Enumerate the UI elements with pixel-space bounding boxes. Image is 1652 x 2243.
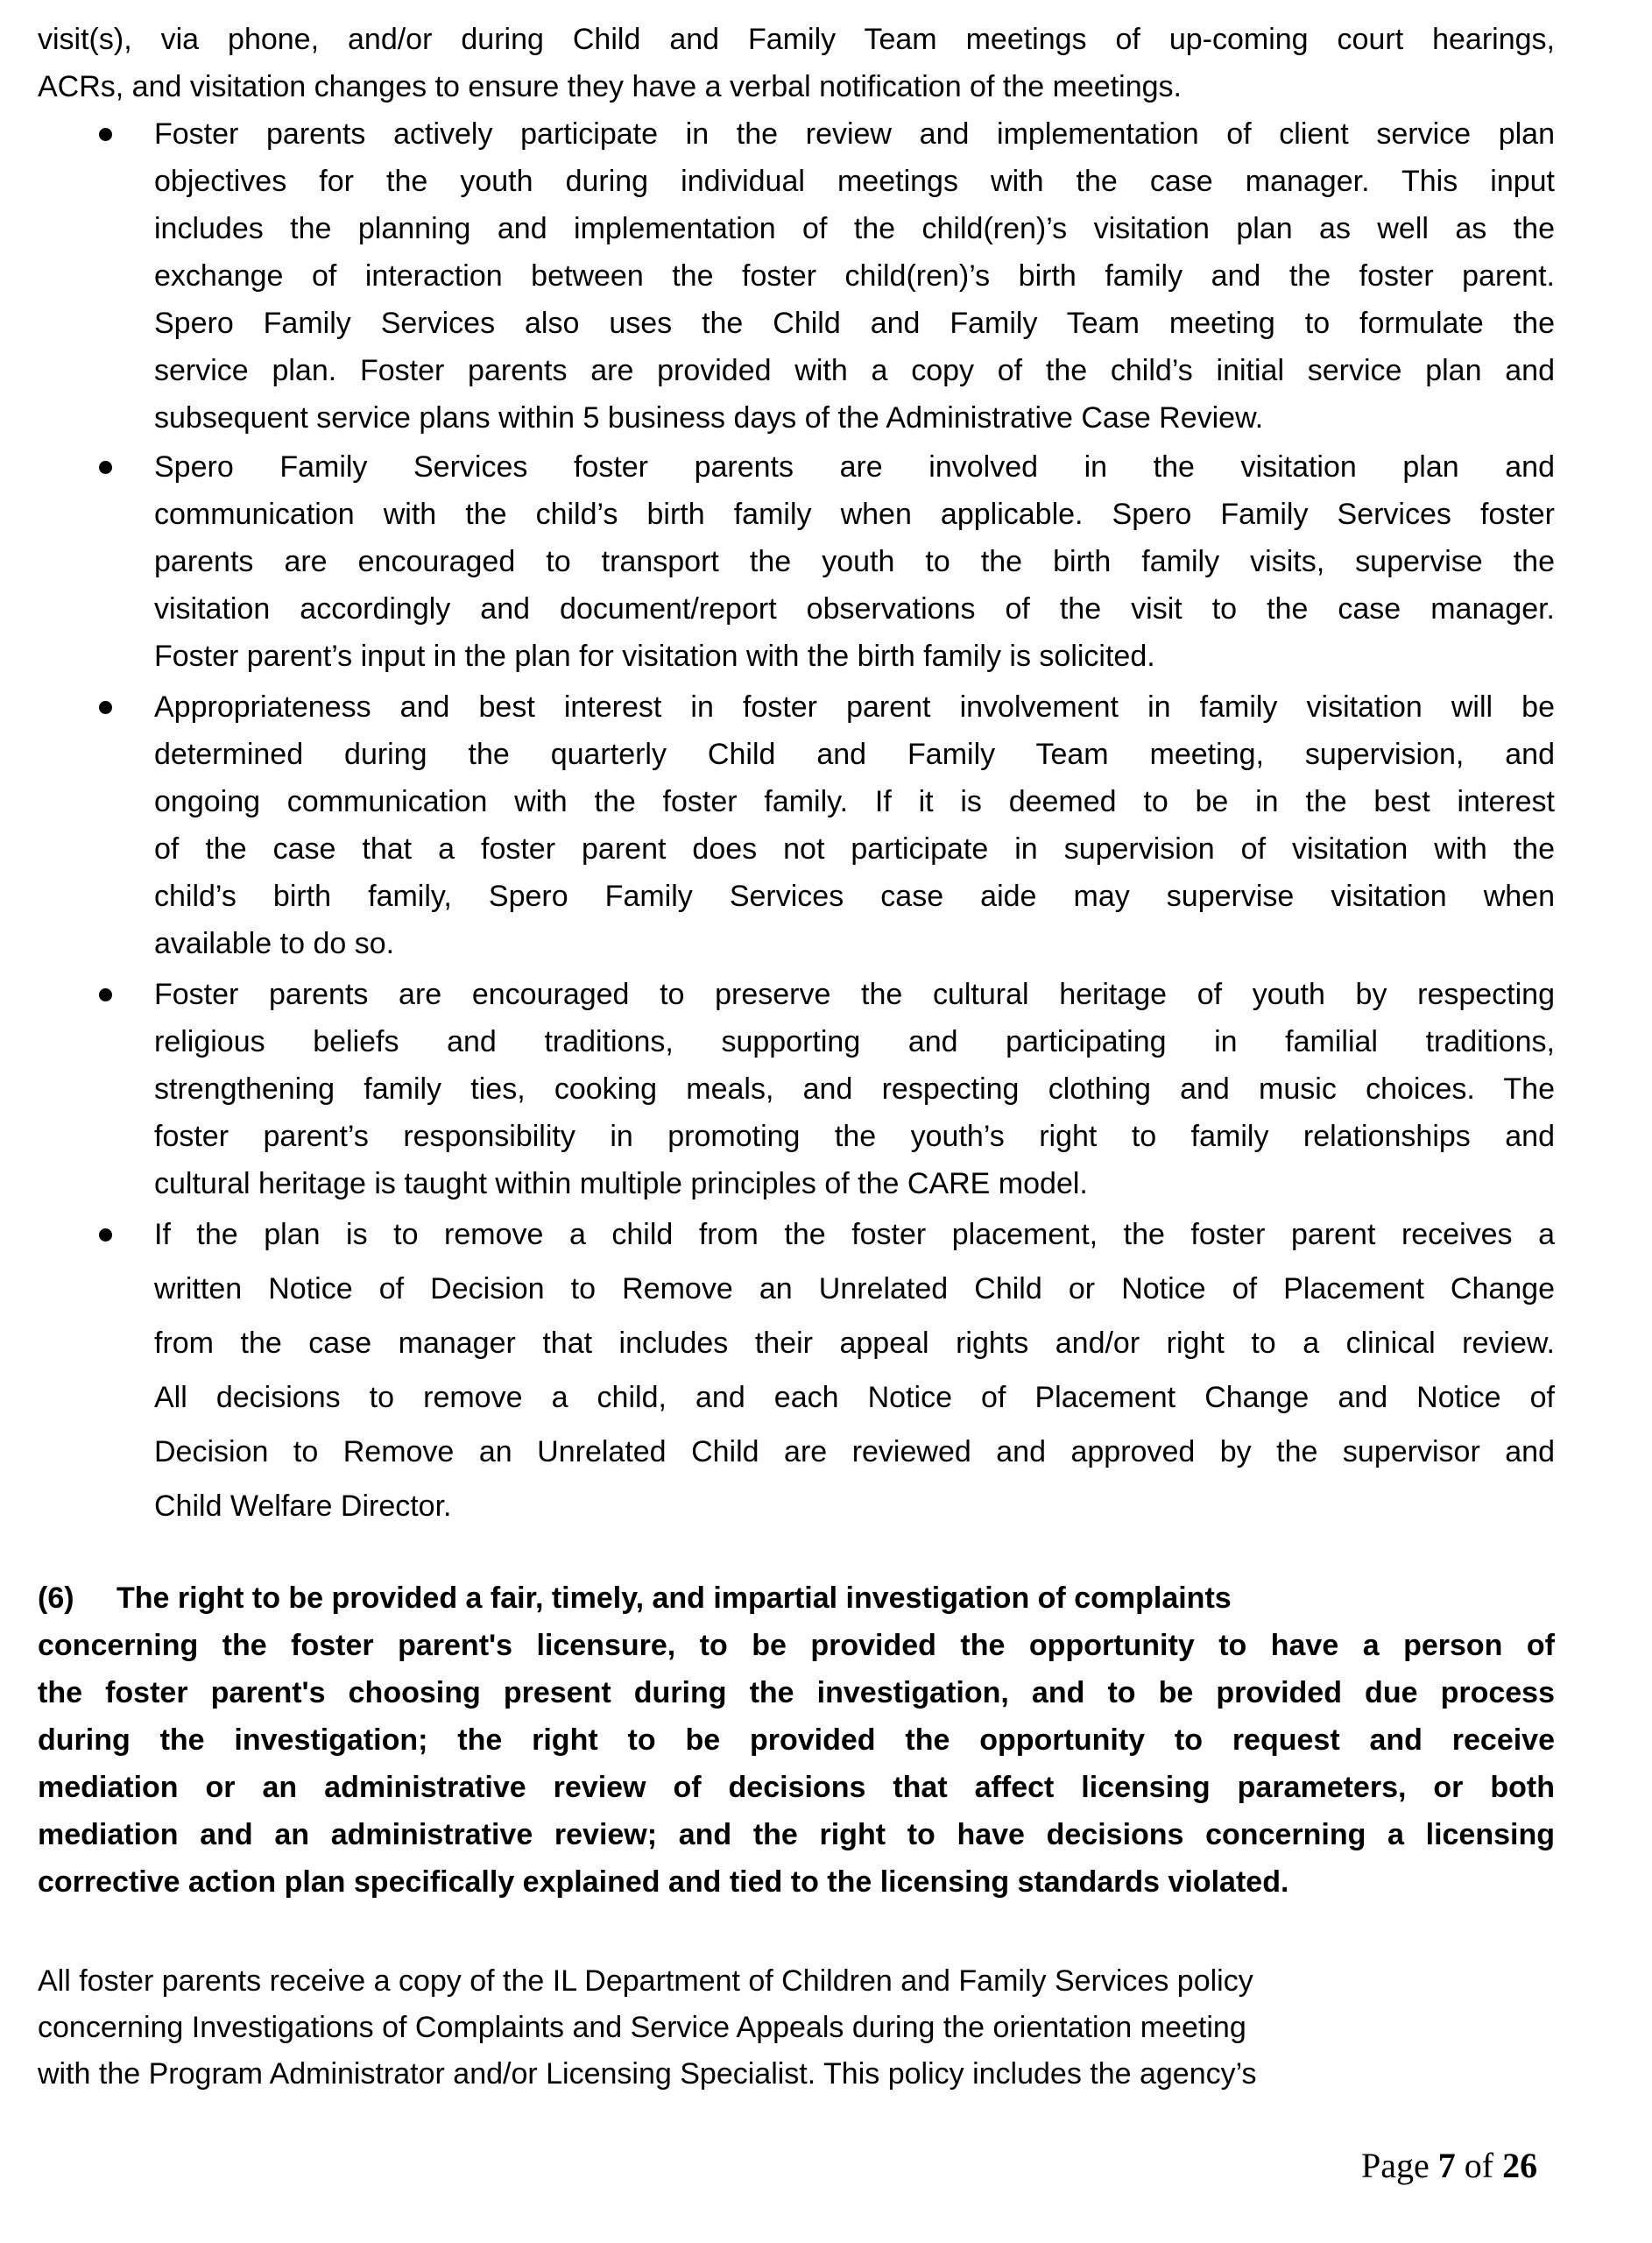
text-line: visitation accordingly and document/report observations of the visit to the case manager. <box>154 592 1555 626</box>
text-line: The right to be provided a fair, timely, and impartial investigation of complaints <box>116 1581 1232 1615</box>
text-line: visit(s), via phone, and/or during Child and Family Team meetings of up-coming court hearings, <box>38 23 1555 56</box>
text-line: exchange of interaction between the foster child(ren)’s birth family and the foster parent. <box>154 259 1555 293</box>
text-line: concerning the foster parent's licensure, to be provided the opportunity to have a person of <box>38 1629 1555 1662</box>
bullet-icon <box>99 1228 112 1242</box>
current-page: 7 <box>1437 2146 1456 2185</box>
text-line: Foster parents are encouraged to preserve the cultural heritage of youth by respecting <box>154 978 1555 1011</box>
text-line: includes the planning and implementation of the child(ren)’s visitation plan as well as the <box>154 212 1555 245</box>
page-label: Page <box>1361 2146 1430 2185</box>
text-line: Decision to Remove an Unrelated Child are reviewed and approved by the supervisor and <box>154 1435 1555 1468</box>
text-line: mediation or an administrative review of decisions that affect licensing parameters, or both <box>38 1771 1555 1804</box>
page-number-footer <box>1361 2141 1537 2190</box>
text-line: mediation and an administrative review; and the right to have decisions concerning a licensing <box>38 1818 1555 1851</box>
of-label: of <box>1464 2146 1494 2185</box>
bullet-icon <box>99 701 112 714</box>
total-pages: 26 <box>1502 2146 1538 2185</box>
text-line: parents are encouraged to transport the youth to the birth family visits, supervise the <box>154 545 1555 578</box>
text-line: during the investigation; the right to be provided the opportunity to request and receive <box>38 1723 1555 1757</box>
text-line: service plan. Foster parents are provided with a copy of the child’s initial service plan and <box>154 354 1555 387</box>
section-number: (6) <box>38 1581 74 1615</box>
text-line: child’s birth family, Spero Family Services case aide may supervise visitation when <box>154 880 1555 913</box>
text-line: subsequent service plans within 5 business days of the Administrative Case Review. <box>154 401 1264 435</box>
text-line: objectives for the youth during individual meetings with the case manager. This input <box>154 165 1555 198</box>
text-line: Spero Family Services foster parents are involved in the visitation plan and <box>154 450 1555 484</box>
bullet-icon <box>99 988 112 1001</box>
text-line: Child Welfare Director. <box>154 1489 452 1523</box>
bullet-icon <box>99 128 112 141</box>
text-line: ACRs, and visitation changes to ensure they have a verbal notification of the meetings. <box>38 70 1182 103</box>
text-line: religious beliefs and traditions, supporting and participating in familial traditions, <box>154 1025 1555 1058</box>
text-line: with the Program Administrator and/or Licensing Specialist. This policy includes the agency’s <box>38 2057 1257 2091</box>
text-line: communication with the child’s birth family when applicable. Spero Family Services foster <box>154 498 1555 531</box>
text-line: determined during the quarterly Child and Family Team meeting, supervision, and <box>154 738 1555 771</box>
text-line: Spero Family Services also uses the Child and Family Team meeting to formulate the <box>154 307 1555 340</box>
text-line: concerning Investigations of Complaints and Service Appeals during the orientation meeting <box>38 2011 1246 2044</box>
text-line: foster parent’s responsibility in promoting the youth’s right to family relationships and <box>154 1120 1555 1153</box>
text-line: from the case manager that includes their appeal rights and/or right to a clinical review. <box>154 1327 1555 1360</box>
text-line: the foster parent's choosing present during the investigation, and to be provided due process <box>38 1676 1555 1709</box>
text-line: cultural heritage is taught within multiple principles of the CARE model. <box>154 1167 1088 1200</box>
text-line: If the plan is to remove a child from the foster placement, the foster parent receives a <box>154 1218 1555 1251</box>
text-line: written Notice of Decision to Remove an Unrelated Child or Notice of Placement Change <box>154 1272 1555 1305</box>
text-line: strengthening family ties, cooking meals, and respecting clothing and music choices. The <box>154 1072 1555 1106</box>
text-line: Foster parent’s input in the plan for visitation with the birth family is solicited. <box>154 640 1155 673</box>
text-line: ongoing communication with the foster family. If it is deemed to be in the best interest <box>154 785 1555 818</box>
text-line: All decisions to remove a child, and each Notice of Placement Change and Notice of <box>154 1381 1555 1414</box>
text-line: All foster parents receive a copy of the IL Department of Children and Family Services policy <box>38 1964 1253 1998</box>
text-line: Appropriateness and best interest in foster parent involvement in family visitation will be <box>154 690 1555 724</box>
text-line: Foster parents actively participate in the review and implementation of client service plan <box>154 117 1555 151</box>
text-line: corrective action plan specifically explained and tied to the licensing standards violated. <box>38 1865 1289 1899</box>
bullet-icon <box>99 461 112 474</box>
text-line: available to do so. <box>154 927 395 960</box>
text-line: of the case that a foster parent does not participate in supervision of visitation with the <box>154 832 1555 866</box>
